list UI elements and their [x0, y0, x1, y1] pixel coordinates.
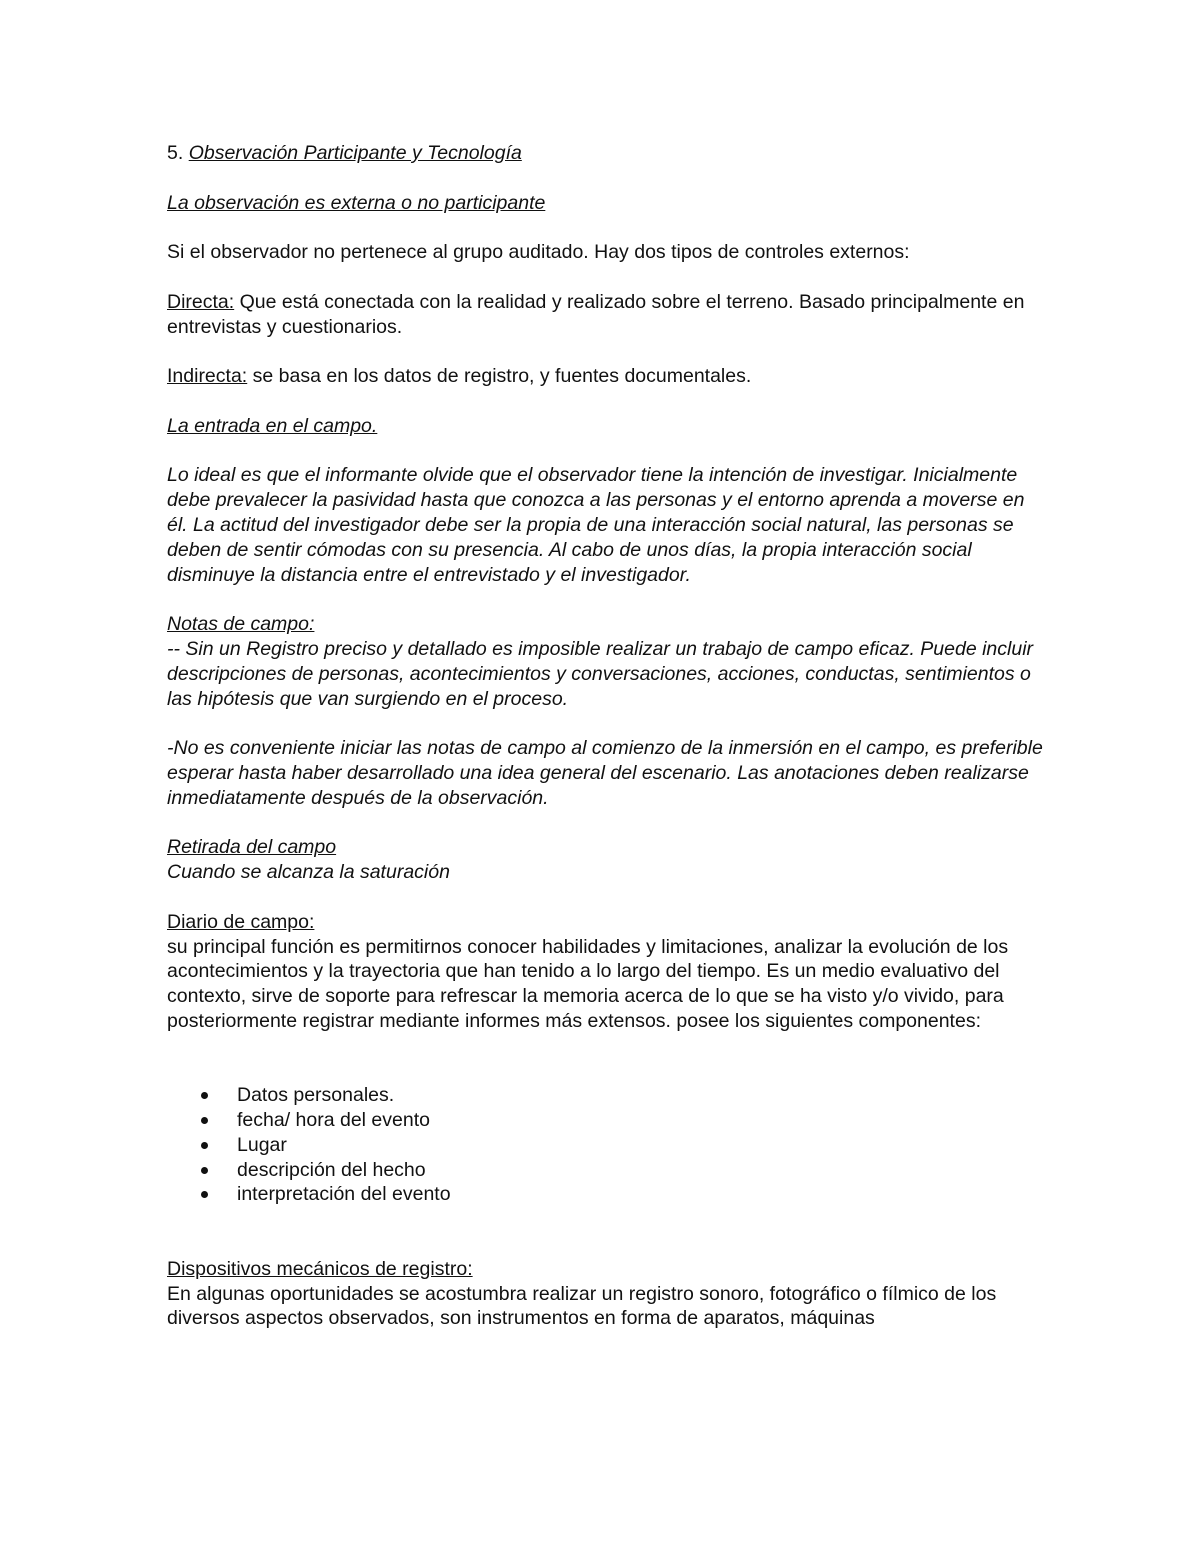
indirecta-paragraph	[167, 364, 1047, 389]
list-item	[167, 1158, 1047, 1183]
notas-paragraph-2: -No es conveniente iniciar las notas de campo al comienzo de la inmersión en el campo, es preferible esperar hasta haber desarrollado una idea general del escenario. Las anotaciones deben realizarse inmediatamente después de la observación.	[167, 737, 1043, 809]
bullet-icon	[201, 1142, 208, 1149]
diario-paragraph: su principal función es permitirnos conocer habilidades y limitaciones, analizar la evolución de los acontecimientos y la trayectoria que han tenido a lo largo del tiempo. Es un medio evaluativo del contexto, sirve de soporte para refrescar la memoria acerca de lo que se ha visto y/o vivido, para posteriormente registrar mediante informes más extensos. posee los siguientes componentes:	[167, 935, 1009, 1032]
list-item-text: Datos personales.	[237, 1084, 395, 1107]
bullet-icon	[201, 1117, 208, 1124]
notas-heading: Notas de campo:	[167, 613, 315, 636]
spacer	[167, 1232, 1047, 1257]
section-title	[167, 141, 1047, 166]
list-item	[167, 1133, 1047, 1158]
list-item	[167, 1108, 1047, 1133]
indirecta-text: se basa en los datos de registro, y fuentes documentales.	[247, 365, 752, 388]
retirada-paragraph: Cuando se alcanza la saturación	[167, 861, 450, 884]
bullet-icon	[201, 1191, 208, 1198]
section-number: 5.	[167, 142, 184, 164]
entrada-heading: La entrada en el campo.	[167, 414, 378, 437]
section-title-text: Observación Participante y Tecnología	[188, 142, 522, 164]
directa-paragraph	[167, 290, 1047, 340]
bullet-icon	[201, 1092, 208, 1099]
dispositivos-block	[167, 1257, 1047, 1331]
entrada-paragraph: Lo ideal es que el informante olvide que el observador tiene la intención de investigar. Inicialmente debe prevalecer la pasividad hasta que conozca a las personas y el entorno aprenda a moverse en él. La actitud del investigador debe ser la propia de una interacción social natural, las personas se deben de sentir cómodas con su presencia. Al cabo de unos días, la propia interacción social disminuye la distancia entre el entrevistado y el investigador.	[167, 464, 1025, 586]
retirada-heading: Retirada del campo	[167, 836, 337, 859]
list-item-text: fecha/ hora del evento	[237, 1109, 430, 1132]
list-item-text: Lugar	[237, 1133, 287, 1156]
list-item-text: interpretación del evento	[237, 1183, 451, 1206]
list-item-text: descripción del hecho	[237, 1158, 426, 1181]
dispositivos-paragraph: En algunas oportunidades se acostumbra realizar un registro sonoro, fotográfico o fílmico de los diversos aspectos observados, son instrumentos en forma de aparatos, máquinas	[167, 1282, 997, 1330]
list-item	[167, 1083, 1047, 1108]
directa-label: Directa:	[167, 290, 235, 313]
list-item	[167, 1182, 1047, 1207]
directa-text: Que está conectada con la realidad y realizado sobre el terreno. Basado principalmente en entrevistas y cuestionarios.	[167, 290, 1025, 338]
diario-block	[167, 910, 1047, 1034]
document-body	[167, 141, 1047, 1356]
intro-paragraph: Si el observador no pertenece al grupo auditado. Hay dos tipos de controles externos:	[167, 241, 910, 264]
spacer	[167, 1058, 1047, 1083]
dispositivos-heading: Dispositivos mecánicos de registro:	[167, 1257, 473, 1280]
bullet-icon	[201, 1167, 208, 1174]
indirecta-label: Indirecta:	[167, 365, 248, 388]
diario-components-list	[167, 1083, 1047, 1207]
notas-block	[167, 612, 1047, 711]
spacer	[167, 1207, 1047, 1232]
notas-paragraph-1: -- Sin un Registro preciso y detallado es imposible realizar un trabajo de campo eficaz. Puede incluir descripciones de personas, acontecimientos y conversaciones, acciones, conductas, sentimientos o las hipótesis que van surgiendo en el proceso.	[167, 637, 1034, 710]
subheading-external-observation: La observación es externa o no participante	[167, 191, 546, 214]
retirada-block	[167, 835, 1047, 885]
diario-heading: Diario de campo:	[167, 910, 315, 933]
